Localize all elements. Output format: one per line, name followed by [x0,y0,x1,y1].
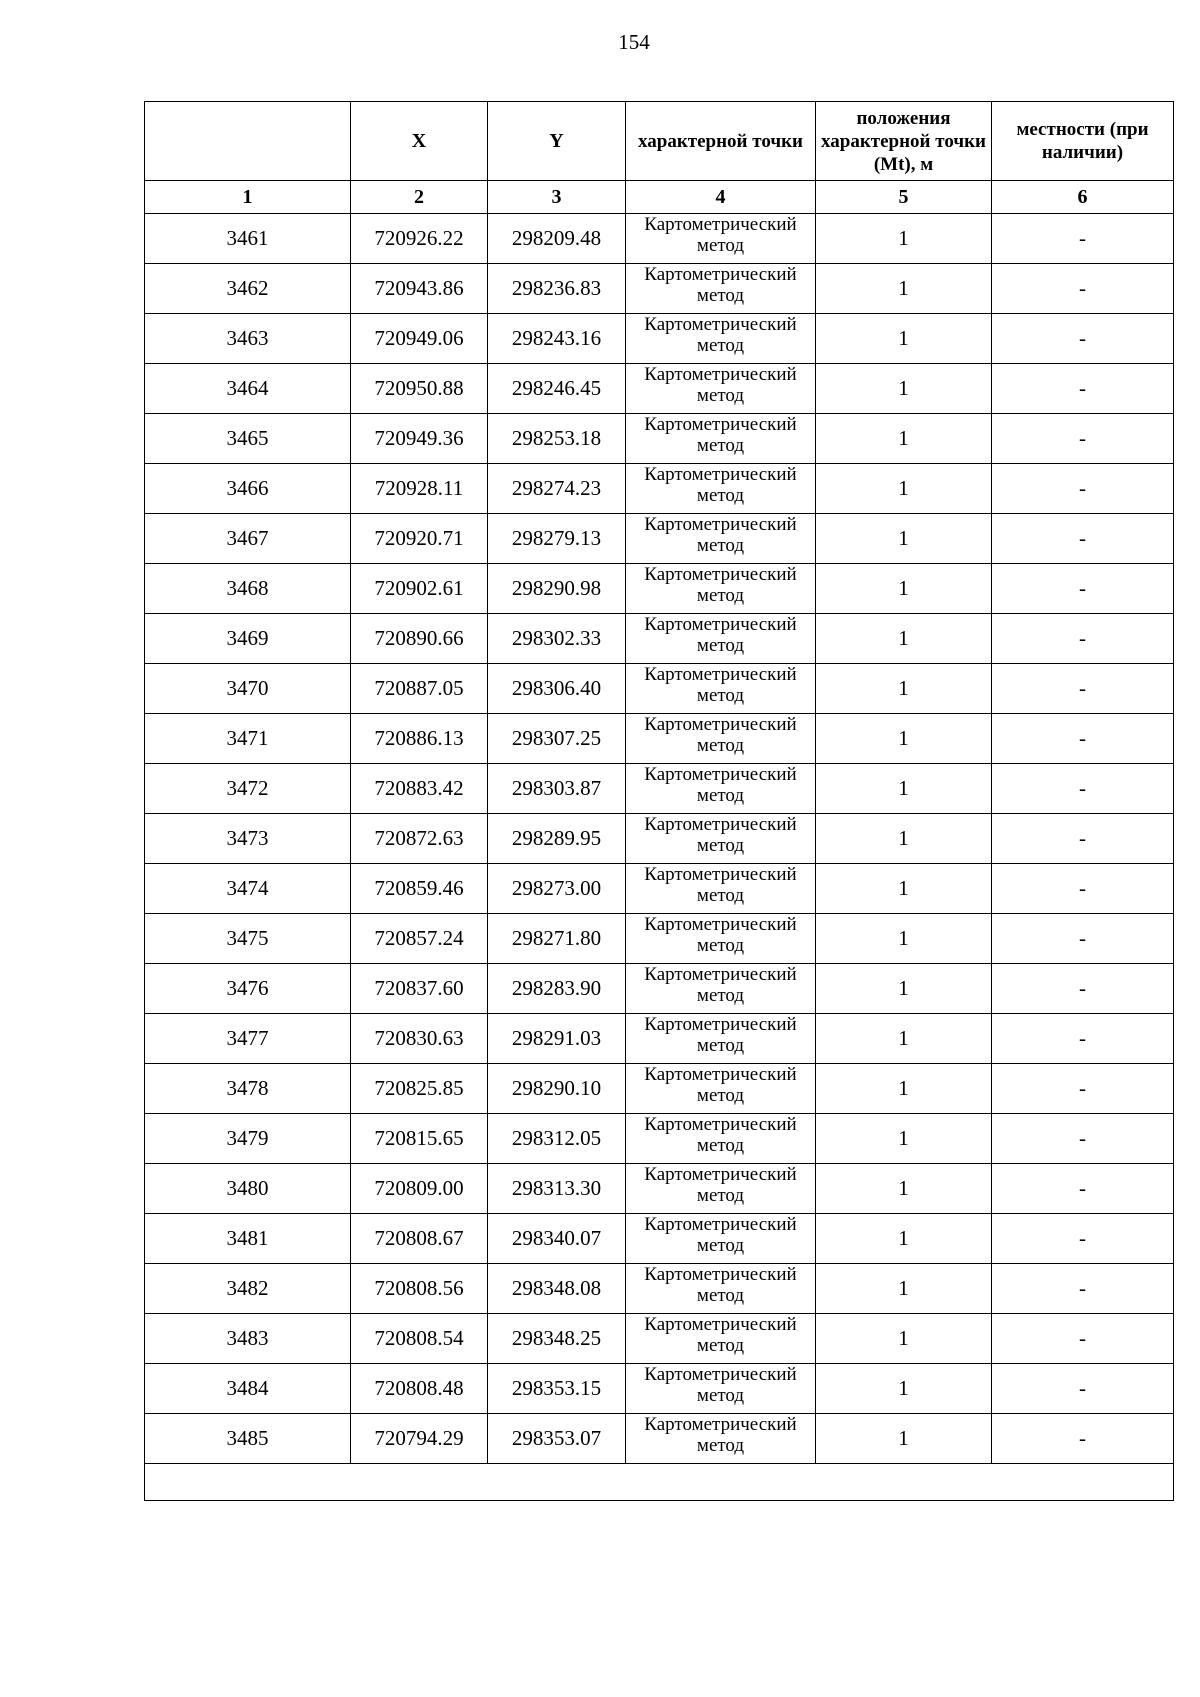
point-number-cell: 3472 [145,764,351,814]
x-coordinate-cell: 720859.46 [351,864,488,914]
accuracy-cell: 1 [816,264,992,314]
table-row [145,214,1174,264]
y-coordinate-cell: 298348.08 [488,1264,626,1314]
y-coordinate-cell: 298274.23 [488,464,626,514]
description-cell: - [992,1314,1174,1364]
point-number-cell: 3466 [145,464,351,514]
table-row [145,614,1174,664]
y-coordinate-cell: 298246.45 [488,364,626,414]
empty-footer-cell [145,1464,1174,1501]
accuracy-cell: 1 [816,1014,992,1064]
point-number-cell: 3461 [145,214,351,264]
description-cell: - [992,414,1174,464]
y-coordinate-cell: 298243.16 [488,314,626,364]
y-coordinate-cell: 298307.25 [488,714,626,764]
accuracy-cell: 1 [816,714,992,764]
point-number-cell: 3480 [145,1164,351,1214]
table-row [145,714,1174,764]
point-number-cell: 3473 [145,814,351,864]
x-coordinate-cell: 720886.13 [351,714,488,764]
header-accuracy: положения характерной точки (Mt), м [816,102,992,181]
table-row [145,1014,1174,1064]
x-coordinate-cell: 720857.24 [351,914,488,964]
accuracy-cell: 1 [816,1264,992,1314]
header-method: характерной точки [626,102,816,181]
x-coordinate-cell: 720887.05 [351,664,488,714]
y-coordinate-cell: 298253.18 [488,414,626,464]
accuracy-cell: 1 [816,1364,992,1414]
point-number-cell: 3462 [145,264,351,314]
x-coordinate-cell: 720949.06 [351,314,488,364]
y-coordinate-cell: 298302.33 [488,614,626,664]
description-cell: - [992,564,1174,614]
x-coordinate-cell: 720928.11 [351,464,488,514]
y-coordinate-cell: 298279.13 [488,514,626,564]
point-number-cell: 3464 [145,364,351,414]
description-cell: - [992,1014,1174,1064]
page-number: 154 [618,30,650,54]
description-cell: - [992,614,1174,664]
accuracy-cell: 1 [816,1064,992,1114]
y-coordinate-cell: 298312.05 [488,1114,626,1164]
method-cell: Картометрический метод [626,914,816,964]
column-number: 6 [992,181,1174,214]
column-number: 4 [626,181,816,214]
method-cell: Картометрический метод [626,1114,816,1164]
accuracy-cell: 1 [816,214,992,264]
method-cell: Картометрический метод [626,964,816,1014]
accuracy-cell: 1 [816,664,992,714]
description-cell: - [992,1164,1174,1214]
point-number-cell: 3476 [145,964,351,1014]
y-coordinate-cell: 298303.87 [488,764,626,814]
header-point-number [145,102,351,181]
table-row [145,664,1174,714]
point-number-cell: 3482 [145,1264,351,1314]
point-number-cell: 3469 [145,614,351,664]
table-row [145,764,1174,814]
description-cell: - [992,1114,1174,1164]
description-cell: - [992,214,1174,264]
x-coordinate-cell: 720794.29 [351,1414,488,1464]
x-coordinate-cell: 720920.71 [351,514,488,564]
y-coordinate-cell: 298236.83 [488,264,626,314]
method-cell: Картометрический метод [626,864,816,914]
description-cell: - [992,364,1174,414]
accuracy-cell: 1 [816,464,992,514]
point-number-cell: 3478 [145,1064,351,1114]
table-row [145,1414,1174,1464]
method-cell: Картометрический метод [626,364,816,414]
description-cell: - [992,814,1174,864]
y-coordinate-cell: 298209.48 [488,214,626,264]
description-cell: - [992,914,1174,964]
table-row [145,1214,1174,1264]
accuracy-cell: 1 [816,814,992,864]
y-coordinate-cell: 298353.15 [488,1364,626,1414]
description-cell: - [992,1414,1174,1464]
method-cell: Картометрический метод [626,714,816,764]
column-number: 2 [351,181,488,214]
x-coordinate-cell: 720950.88 [351,364,488,414]
method-cell: Картометрический метод [626,564,816,614]
table-row [145,914,1174,964]
table-row [145,864,1174,914]
accuracy-cell: 1 [816,1114,992,1164]
description-cell: - [992,1064,1174,1114]
method-cell: Картометрический метод [626,1264,816,1314]
point-number-cell: 3483 [145,1314,351,1364]
point-number-cell: 3481 [145,1214,351,1264]
table-row [145,1064,1174,1114]
y-coordinate-cell: 298291.03 [488,1014,626,1064]
method-cell: Картометрический метод [626,264,816,314]
description-cell: - [992,714,1174,764]
empty-footer-row [145,1464,1174,1501]
description-cell: - [992,514,1174,564]
column-number: 3 [488,181,626,214]
accuracy-cell: 1 [816,1164,992,1214]
method-cell: Картометрический метод [626,664,816,714]
column-number-row [145,181,1174,214]
description-cell: - [992,1364,1174,1414]
table-row [145,1264,1174,1314]
accuracy-cell: 1 [816,614,992,664]
y-coordinate-cell: 298273.00 [488,864,626,914]
description-cell: - [992,964,1174,1014]
y-coordinate-cell: 298348.25 [488,1314,626,1364]
method-cell: Картометрический метод [626,1164,816,1214]
method-cell: Картометрический метод [626,1064,816,1114]
point-number-cell: 3465 [145,414,351,464]
column-number: 1 [145,181,351,214]
table-row [145,1114,1174,1164]
method-cell: Картометрический метод [626,1414,816,1464]
point-number-cell: 3475 [145,914,351,964]
description-cell: - [992,864,1174,914]
method-cell: Картометрический метод [626,314,816,364]
header-y: Y [488,102,626,181]
table-row [145,1314,1174,1364]
point-number-cell: 3474 [145,864,351,914]
description-cell: - [992,664,1174,714]
x-coordinate-cell: 720890.66 [351,614,488,664]
table-row [145,414,1174,464]
accuracy-cell: 1 [816,314,992,364]
x-coordinate-cell: 720830.63 [351,1014,488,1064]
x-coordinate-cell: 720926.22 [351,214,488,264]
x-coordinate-cell: 720815.65 [351,1114,488,1164]
x-coordinate-cell: 720808.54 [351,1314,488,1364]
y-coordinate-cell: 298283.90 [488,964,626,1014]
description-cell: - [992,264,1174,314]
accuracy-cell: 1 [816,1214,992,1264]
point-number-cell: 3463 [145,314,351,364]
accuracy-cell: 1 [816,414,992,464]
x-coordinate-cell: 720808.48 [351,1364,488,1414]
table-row [145,564,1174,614]
table-row [145,814,1174,864]
accuracy-cell: 1 [816,564,992,614]
point-number-cell: 3470 [145,664,351,714]
method-cell: Картометрический метод [626,764,816,814]
point-number-cell: 3467 [145,514,351,564]
method-cell: Картометрический метод [626,514,816,564]
x-coordinate-cell: 720825.85 [351,1064,488,1114]
x-coordinate-cell: 720808.67 [351,1214,488,1264]
x-coordinate-cell: 720883.42 [351,764,488,814]
table-row [145,514,1174,564]
point-number-cell: 3485 [145,1414,351,1464]
accuracy-cell: 1 [816,914,992,964]
y-coordinate-cell: 298340.07 [488,1214,626,1264]
x-coordinate-cell: 720902.61 [351,564,488,614]
x-coordinate-cell: 720872.63 [351,814,488,864]
point-number-cell: 3477 [145,1014,351,1064]
accuracy-cell: 1 [816,514,992,564]
x-coordinate-cell: 720943.86 [351,264,488,314]
coordinates-table [144,101,1174,1501]
accuracy-cell: 1 [816,364,992,414]
description-cell: - [992,314,1174,364]
accuracy-cell: 1 [816,764,992,814]
y-coordinate-cell: 298353.07 [488,1414,626,1464]
method-cell: Картометрический метод [626,214,816,264]
y-coordinate-cell: 298289.95 [488,814,626,864]
table-row [145,1164,1174,1214]
y-coordinate-cell: 298271.80 [488,914,626,964]
x-coordinate-cell: 720809.00 [351,1164,488,1214]
method-cell: Картометрический метод [626,1314,816,1364]
table-row [145,314,1174,364]
description-cell: - [992,1264,1174,1314]
table-header-row [145,102,1174,181]
header-x: X [351,102,488,181]
method-cell: Картометрический метод [626,464,816,514]
column-number: 5 [816,181,992,214]
accuracy-cell: 1 [816,864,992,914]
method-cell: Картометрический метод [626,814,816,864]
description-cell: - [992,464,1174,514]
table-row [145,364,1174,414]
y-coordinate-cell: 298290.98 [488,564,626,614]
y-coordinate-cell: 298306.40 [488,664,626,714]
accuracy-cell: 1 [816,1314,992,1364]
table-row [145,964,1174,1014]
method-cell: Картометрический метод [626,1364,816,1414]
method-cell: Картометрический метод [626,614,816,664]
accuracy-cell: 1 [816,964,992,1014]
method-cell: Картометрический метод [626,1214,816,1264]
x-coordinate-cell: 720949.36 [351,414,488,464]
method-cell: Картометрический метод [626,1014,816,1064]
table-row [145,1364,1174,1414]
table-body [145,214,1174,1464]
x-coordinate-cell: 720837.60 [351,964,488,1014]
method-cell: Картометрический метод [626,414,816,464]
point-number-cell: 3484 [145,1364,351,1414]
description-cell: - [992,764,1174,814]
point-number-cell: 3468 [145,564,351,614]
table-row [145,464,1174,514]
y-coordinate-cell: 298290.10 [488,1064,626,1114]
point-number-cell: 3479 [145,1114,351,1164]
header-description: местности (при наличии) [992,102,1174,181]
point-number-cell: 3471 [145,714,351,764]
description-cell: - [992,1214,1174,1264]
table-row [145,264,1174,314]
accuracy-cell: 1 [816,1414,992,1464]
y-coordinate-cell: 298313.30 [488,1164,626,1214]
x-coordinate-cell: 720808.56 [351,1264,488,1314]
